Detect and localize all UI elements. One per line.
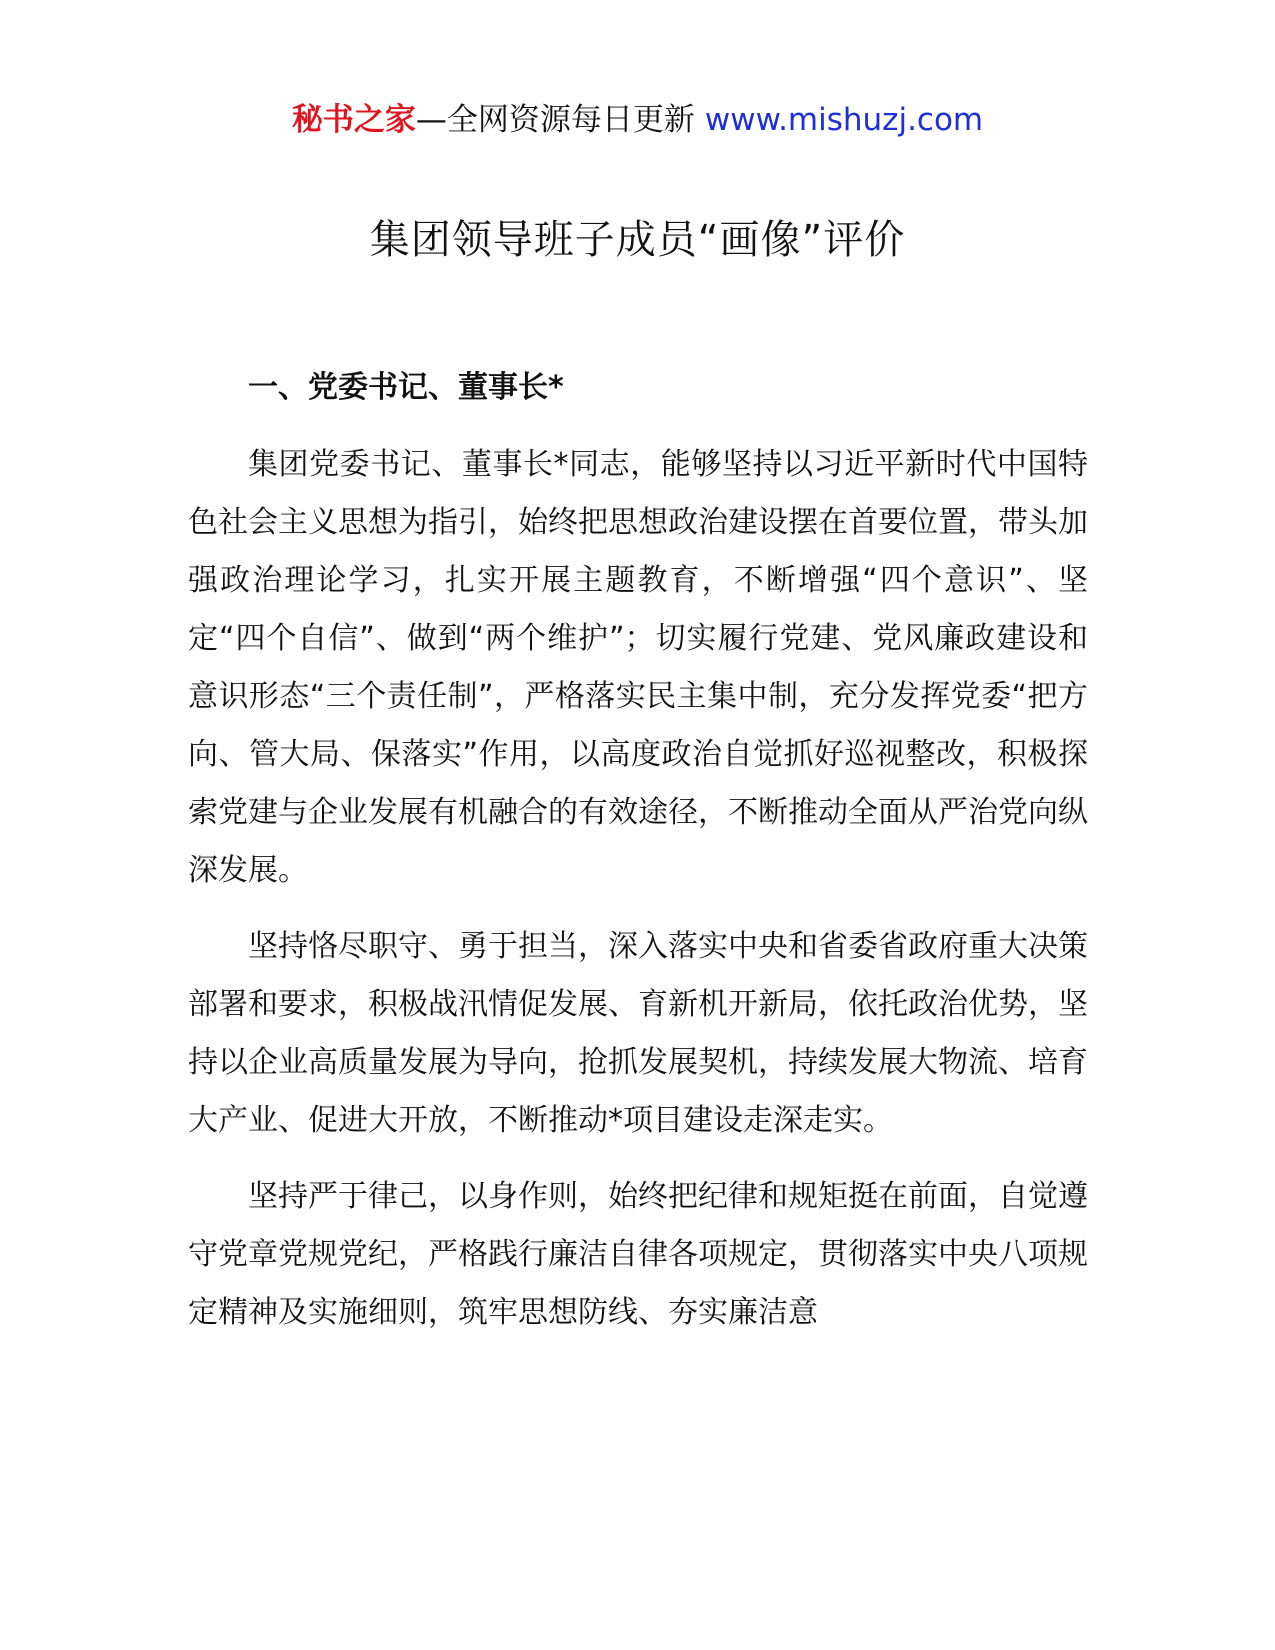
body-paragraph: 坚持恪尽职守、勇于担当，深入落实中央和省委省政府重大决策部署和要求，积极战汛情促发展、育新机开新局，依托政治优势，坚持以企业高质量发展为导向，抢抓发展契机，持续发展大物流、培育大产业、促进大开放，不断推动*项目建设走深走实。 [188, 929, 1088, 1138]
body-paragraph: 集团党委书记、董事长*同志，能够坚持以习近平新时代中国特色社会主义思想为指引，始终把思想政治建设摆在首要位置，带头加强政治理论学习，扎实开展主题教育，不断增强“四个意识”、坚定“四个自信”、做到“两个维护”；切实履行党建、党风廉政建设和意识形态“三个责任制”，严格落实民主集中制，充分发挥党委“把方向、管大局、保落实”作用，以高度政治自觉抓好巡视整改，积极探索党建与企业发展有机融合的有效途径，不断推动全面从严治党向纵深发展。 [188, 447, 1088, 888]
header-tagline: —全网资源每日更新 [415, 102, 695, 138]
document-title: 集团领导班子成员“画像”评价 [369, 217, 906, 263]
brand-name: 秘书之家 [291, 102, 416, 138]
site-header [0, 98, 1275, 142]
body-paragraph: 坚持严于律己，以身作则，始终把纪律和规矩挺在前面，自觉遵守党章党规党纪，严格践行廉洁自律各项规定，贯彻落实中央八项规定精神及实施细则，筑牢思想防线、夯实廉洁意 [188, 1179, 1088, 1330]
document-body [188, 366, 1088, 1360]
section-heading: 一、党委书记、董事长* [248, 370, 564, 405]
site-link[interactable]: www.mishuzj.com [704, 102, 984, 138]
